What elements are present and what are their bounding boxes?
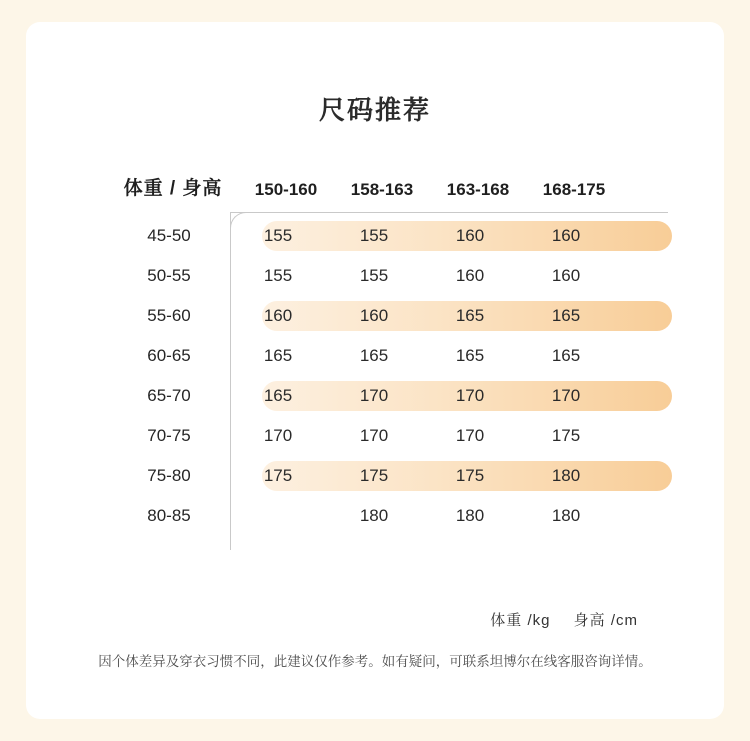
row-label: 55-60: [147, 306, 191, 325]
table-cell: 165: [263, 346, 293, 365]
table-cell: 165: [263, 386, 293, 405]
disclaimer-note: 因个体差异及穿衣习惯不同，此建议仅作参考。如有疑问，可联系坦博尔在线客服咨询详情。: [98, 654, 652, 669]
table-row: [108, 496, 668, 536]
table-cell: 170: [263, 426, 293, 445]
table-cell: 180: [359, 506, 389, 525]
column-header-3: 168-175: [542, 180, 606, 199]
table-body: [108, 212, 668, 536]
table-header-row: [108, 152, 668, 200]
height-unit-label: 身高 /cm: [573, 612, 638, 629]
column-header-1: 158-163: [350, 180, 414, 199]
units-legend: [490, 609, 638, 630]
table-cell: 175: [551, 426, 581, 445]
table-row: [108, 456, 668, 496]
table-cell: 170: [455, 426, 485, 445]
column-header-0: 150-160: [254, 180, 318, 199]
page-title: 尺码推荐: [318, 95, 431, 125]
table-cell: 175: [263, 466, 293, 485]
row-label: 75-80: [147, 466, 191, 485]
table-row: [108, 416, 668, 456]
row-label: 70-75: [147, 426, 191, 445]
table-cell: 155: [359, 266, 389, 285]
table-cell: 155: [263, 266, 293, 285]
table-cell: 165: [359, 346, 389, 365]
table-cell: 165: [455, 306, 485, 325]
table-cell: 155: [263, 226, 293, 245]
table-cell: 165: [551, 346, 581, 365]
row-label: 80-85: [147, 506, 191, 525]
table-cell: 160: [455, 226, 485, 245]
table-cell: 175: [455, 466, 485, 485]
table-cell: 165: [455, 346, 485, 365]
table-cell: 170: [551, 386, 581, 405]
table-cell: 160: [551, 226, 581, 245]
table-cell: 180: [455, 506, 485, 525]
table-cell: 180: [551, 466, 581, 485]
table-cell: 170: [455, 386, 485, 405]
table-cell: [230, 506, 326, 526]
table-cell: 170: [359, 426, 389, 445]
table-cell: 180: [551, 506, 581, 525]
table-cell: 155: [359, 226, 389, 245]
table-cell: 160: [551, 266, 581, 285]
table-cell: 160: [359, 306, 389, 325]
table-cell: 165: [551, 306, 581, 325]
table-row: [108, 216, 668, 256]
corner-header: 体重 / 身高: [123, 178, 223, 199]
table-row: [108, 336, 668, 376]
size-table: [108, 152, 668, 536]
table-row: [108, 296, 668, 336]
table-row: [108, 376, 668, 416]
row-label: 45-50: [147, 226, 191, 245]
size-chart-card: [26, 22, 724, 719]
weight-unit-label: 体重 /kg: [490, 612, 551, 629]
row-label: 65-70: [147, 386, 191, 405]
table-row: [108, 256, 668, 296]
table-cell: 170: [359, 386, 389, 405]
table-cell: 160: [263, 306, 293, 325]
grid-top-line: [230, 212, 668, 213]
row-label: 50-55: [147, 266, 191, 285]
column-header-2: 163-168: [446, 180, 510, 199]
row-label: 60-65: [147, 346, 191, 365]
table-cell: 160: [455, 266, 485, 285]
table-cell: 175: [359, 466, 389, 485]
